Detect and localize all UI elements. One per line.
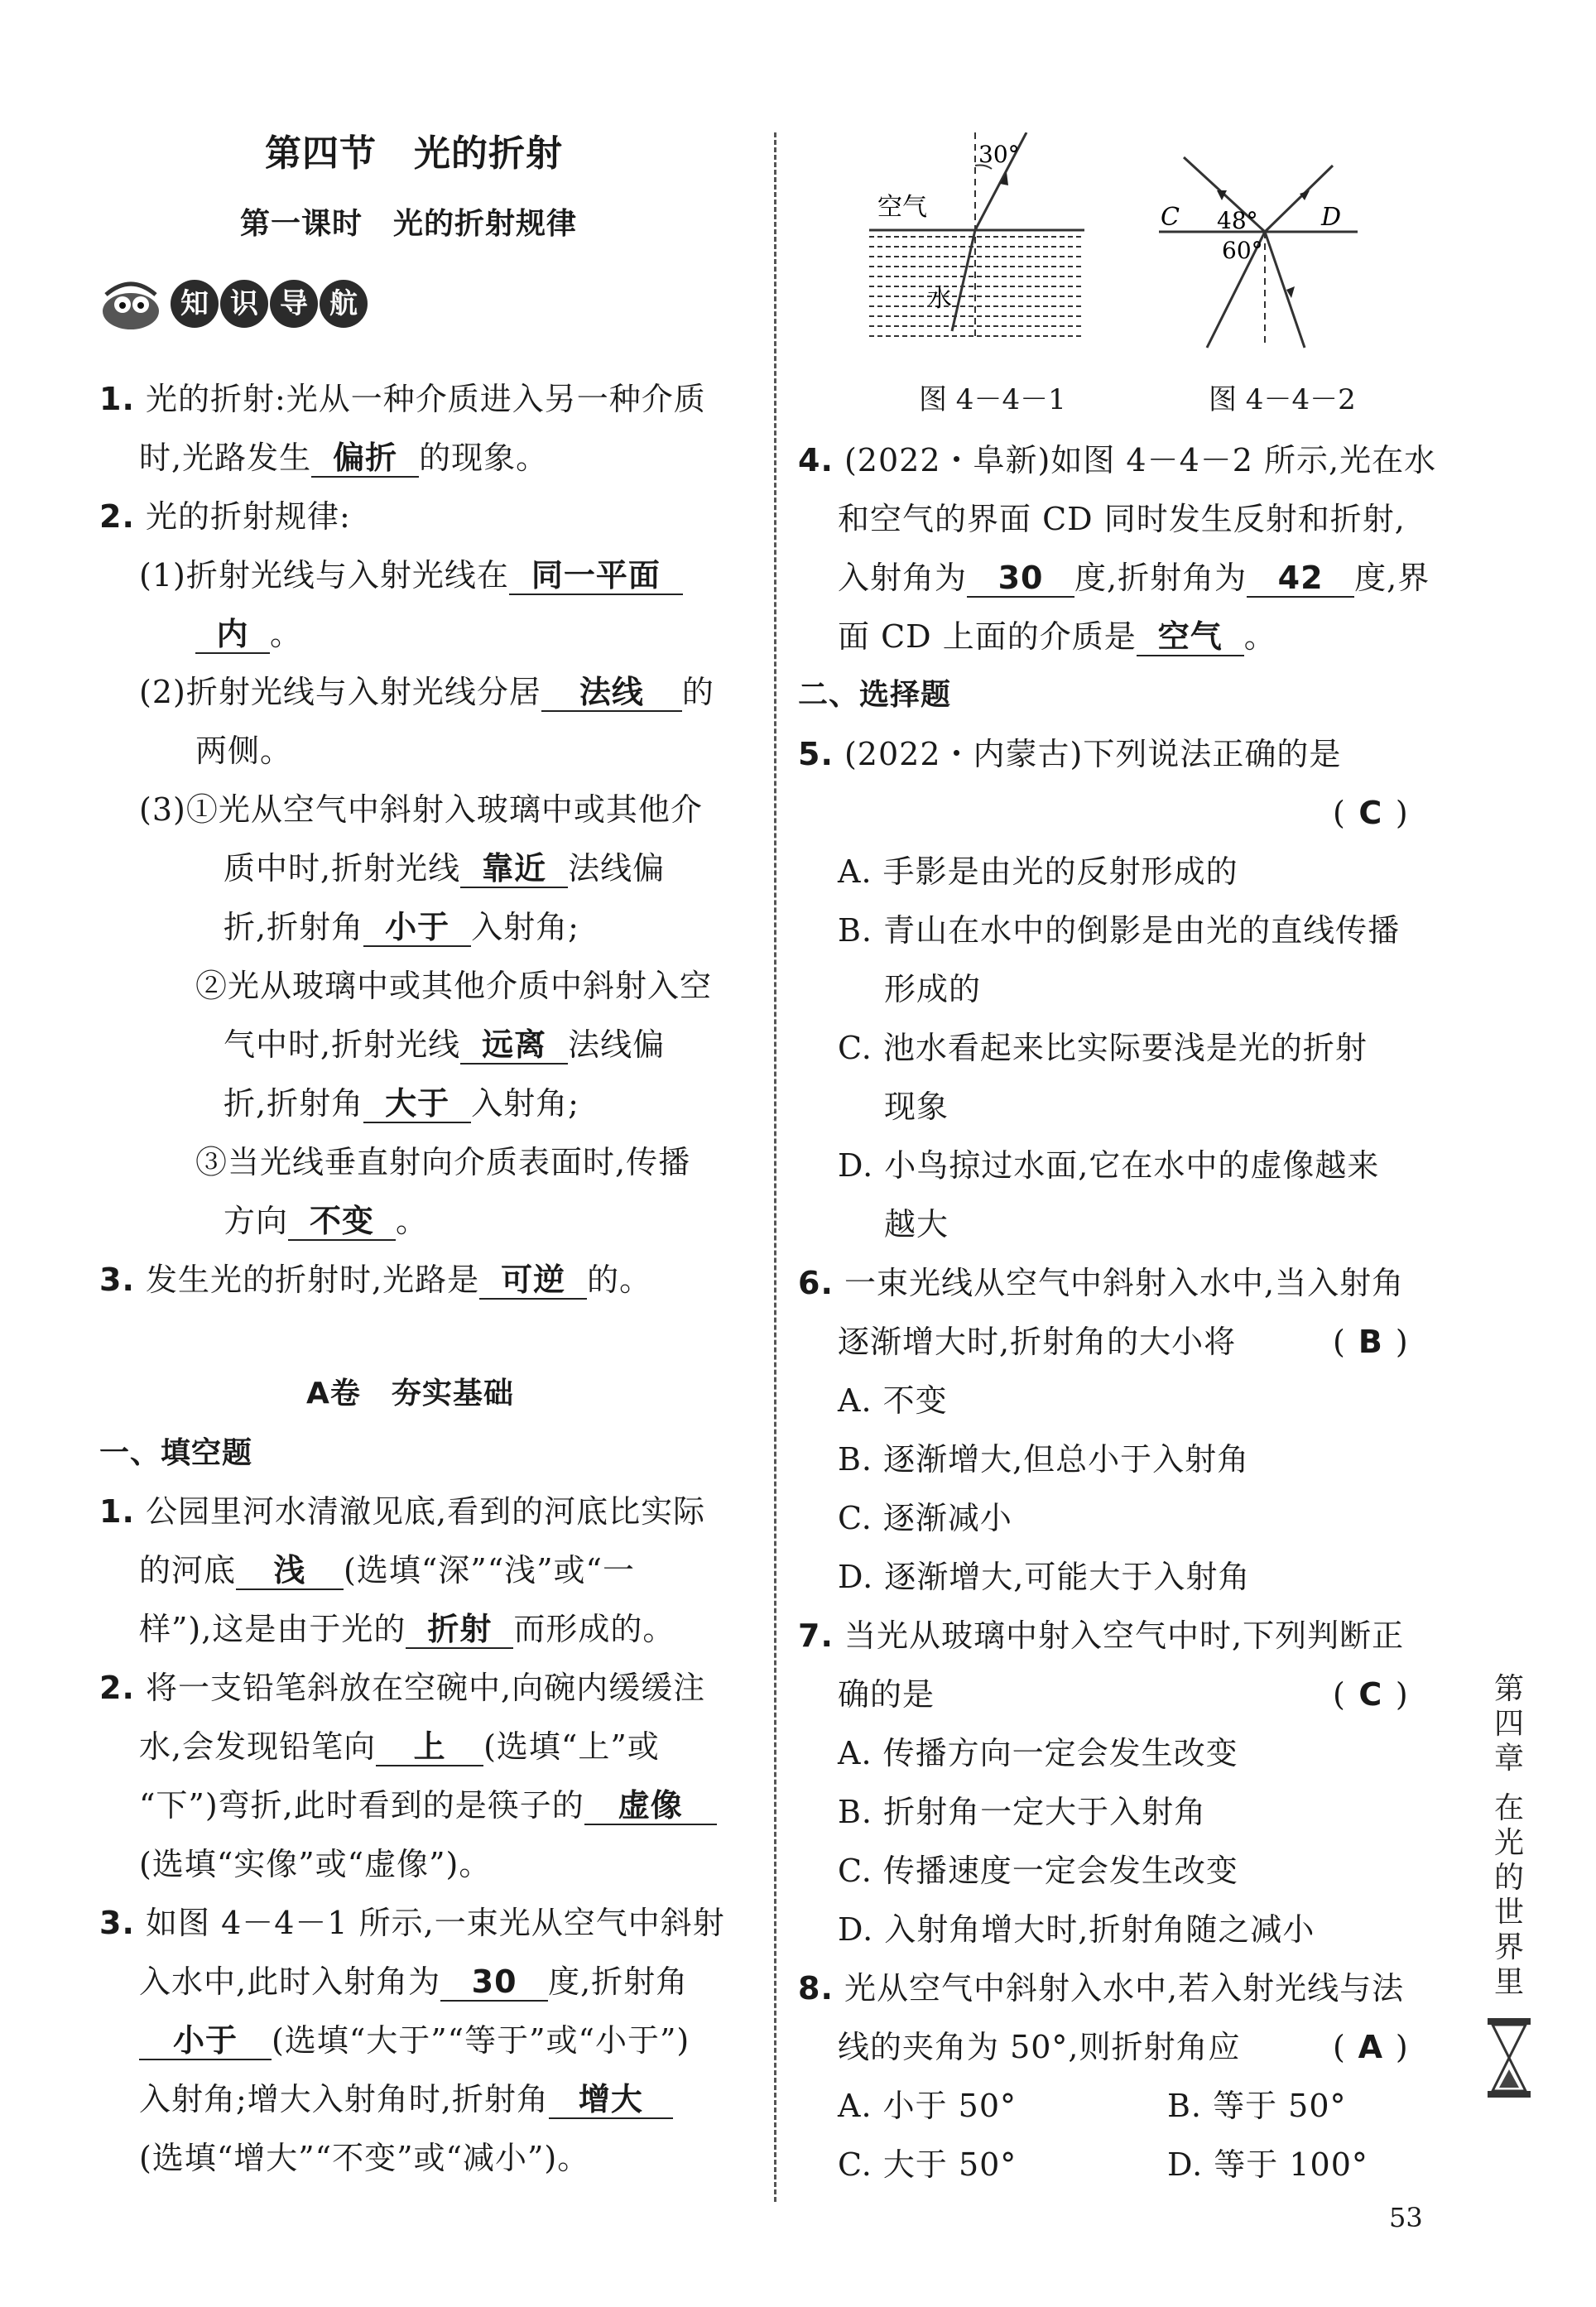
chapter-char: 第: [1493, 1672, 1524, 1706]
q5-option-a: A. 手影是由光的反射形成的: [838, 853, 1238, 890]
choice-heading: 二、选择题: [798, 678, 952, 712]
fill-heading: 一、填空题: [99, 1436, 253, 1470]
q7-line1: 7. 当光从玻璃中射入空气中时,下列判断正: [798, 1617, 1405, 1654]
q6-option-c: C. 逐渐减小: [838, 1500, 1012, 1536]
answer-blank: 折射: [406, 1611, 513, 1649]
answer-blank: 30: [967, 560, 1074, 598]
answer-blank: 小于: [139, 2022, 272, 2060]
cartoon-icon: [98, 276, 164, 334]
nav-q2-2-line1: (2)折射光线与入射光线分居 法线 的: [139, 674, 714, 710]
nav-q2-2-line2: 两侧。: [195, 733, 293, 769]
q5-option-d: D. 小鸟掠过水面,它在水中的虚像越来: [838, 1147, 1380, 1184]
nav-char-2: 识: [220, 280, 268, 328]
fig1-angle: 30°: [978, 141, 1020, 168]
chapter-side-tab: [1480, 1672, 1538, 2108]
page-number: 53: [1389, 2202, 1423, 2233]
fill-q3-line3: 小于 (选填“大于”“等于”或“小于”): [139, 2019, 690, 2062]
answer-blank: 空气: [1137, 618, 1244, 656]
fig2-c: C: [1161, 203, 1180, 232]
fill-q1-line3: 样”),这是由于光的 折射 而形成的。: [139, 1611, 675, 1647]
q8-option-d: D. 等于 100°: [1167, 2146, 1368, 2183]
q7-option-c: C. 传播速度一定会发生改变: [838, 1853, 1238, 1889]
q8-option-a: A. 小于 50°: [838, 2088, 1017, 2124]
answer-blank: 30: [440, 1963, 548, 2002]
nav-q1-line2: 时,光路发生 偏折 的现象。: [139, 440, 549, 476]
fill-q3-line4: 入射角;增大入射角时,折射角 增大: [139, 2078, 673, 2121]
chapter-char: 章: [1493, 1742, 1524, 1776]
fig2-d: D: [1321, 203, 1342, 232]
answer-blank: 上: [376, 1728, 483, 1766]
q7-line2: 确的是: [838, 1676, 935, 1713]
q4-line1: 4. (2022・阜新)如图 4－4－2 所示,光在水: [798, 442, 1437, 478]
q7-answer: ( C ): [1333, 1676, 1409, 1713]
answer-blank: 42: [1247, 560, 1354, 598]
answer-blank: 虚像: [584, 1787, 717, 1825]
fill-q1-line2: 的河底 浅 (选填“深”“浅”或“一: [139, 1552, 635, 1588]
fill-q2-line3: “下”)弯折,此时看到的是筷子的 虚像: [139, 1784, 717, 1827]
nav-q2-1-line2: 内 。: [195, 613, 302, 656]
section-title: 第四节 光的折射: [265, 132, 563, 175]
fig2-caption: 图 4－4－2: [1209, 383, 1356, 416]
q6-option-d: D. 逐渐增大,可能大于入射角: [838, 1559, 1251, 1595]
fig2-a1: 48°: [1217, 207, 1258, 234]
fill-q2-line2: 水,会发现铅笔向 上 (选填“上”或: [139, 1728, 660, 1765]
nav-q2-3b-line1: ②光从玻璃中或其他介质中斜射入空: [195, 968, 713, 1004]
fig1-air: 空气: [877, 193, 927, 222]
answer-blank: 内: [195, 616, 270, 654]
nav-q2-3c-line2: 方向 不变 。: [224, 1203, 429, 1239]
q8-option-b: B. 等于 50°: [1167, 2088, 1347, 2124]
q5-answer: ( C ): [1333, 795, 1409, 831]
q6-option-b: B. 逐渐增大,但总小于入射角: [838, 1441, 1250, 1478]
chapter-char: 四: [1493, 1707, 1524, 1741]
hourglass-icon: [1484, 2016, 1534, 2099]
chapter-title-char: 的: [1493, 1861, 1524, 1895]
nav-q2-3a-line3: 折,折射角 小于 入射角;: [224, 909, 579, 945]
chapter-title-char: 光: [1493, 1826, 1524, 1860]
q6-answer: ( B ): [1333, 1324, 1409, 1360]
nav-q2: 2. 光的折射规律:: [99, 498, 351, 535]
fill-q3-line2: 入水中,此时入射角为 30 度,折射角: [139, 1963, 689, 2000]
chapter-title-char: 世: [1493, 1896, 1524, 1930]
chapter-title-char: 里: [1493, 1965, 1524, 1999]
q4-line2: 和空气的界面 CD 同时发生反射和折射,: [838, 501, 1406, 537]
answer-blank: 小于: [363, 909, 471, 947]
column-divider: [774, 132, 776, 2202]
nav-q2-3b-line2: 气中时,折射光线 远离 法线偏: [224, 1026, 666, 1063]
chapter-title-char: 在: [1493, 1791, 1524, 1825]
q7-option-d: D. 入射角增大时,折射角随之减小: [838, 1911, 1315, 1948]
q5-option-b-cont: 形成的: [884, 971, 982, 1007]
answer-blank: 浅: [236, 1552, 344, 1590]
q8-line1: 8. 光从空气中斜射入水中,若入射光线与法: [798, 1970, 1405, 2007]
answer-blank: 大于: [363, 1085, 471, 1123]
q8-answer: ( A ): [1333, 2029, 1409, 2065]
q6-line1: 6. 一束光线从空气中斜射入水中,当入射角: [798, 1265, 1405, 1301]
fill-q3-line1: 3. 如图 4－4－1 所示,一束光从空气中斜射: [99, 1905, 725, 1941]
nav-q2-3a-line1: (3)①光从空气中斜射入玻璃中或其他介: [139, 791, 703, 828]
q5-option-d-cont: 越大: [884, 1206, 949, 1242]
part-a-heading: A卷 夯实基础: [306, 1377, 514, 1411]
q4-line3: 入射角为 30 度,折射角为 42 度,界: [838, 560, 1430, 596]
nav-q2-1-line1: (1)折射光线与入射光线在 同一平面: [139, 554, 683, 597]
fig2-a2: 60°: [1222, 237, 1263, 264]
answer-blank: 增大: [549, 2081, 673, 2119]
answer-blank: 偏折: [311, 440, 419, 478]
fill-q2-line1: 2. 将一支铅笔斜放在空碗中,向碗内缓缓注: [99, 1670, 706, 1706]
answer-blank: 远离: [460, 1026, 568, 1065]
answer-blank: 靠近: [460, 850, 568, 888]
q4-line4: 面 CD 上面的介质是 空气 。: [838, 618, 1276, 655]
nav-q2-3b-line3: 折,折射角 大于 入射角;: [224, 1085, 579, 1122]
fig1-caption: 图 4－4－1: [919, 383, 1066, 416]
nav-q1-line1: 1. 光的折射:光从一种介质进入另一种介质: [99, 381, 706, 417]
q7-option-a: A. 传播方向一定会发生改变: [838, 1735, 1238, 1771]
chapter-title-char: 界: [1493, 1930, 1524, 1964]
nav-char-3: 导: [270, 280, 318, 328]
nav-q2-3a-line2: 质中时,折射光线 靠近 法线偏: [224, 850, 666, 887]
nav-q2-3c-line1: ③当光线垂直射向介质表面时,传播: [195, 1144, 691, 1180]
fill-q2-line4: (选填“实像”或“虚像”)。: [139, 1846, 492, 1882]
q5-option-c: C. 池水看起来比实际要浅是光的折射: [838, 1030, 1368, 1066]
q7-option-b: B. 折射角一定大于入射角: [838, 1794, 1207, 1830]
q5-option-c-cont: 现象: [884, 1089, 949, 1125]
answer-blank: 法线: [541, 674, 682, 712]
q6-option-a: A. 不变: [838, 1382, 948, 1419]
fill-q3-line5: (选填“增大”“不变”或“减小”)。: [139, 2140, 590, 2176]
knowledge-nav-logo: [98, 273, 363, 339]
fig1-water: 水: [927, 284, 952, 313]
nav-char-1: 知: [171, 280, 219, 328]
answer-blank: 同一平面: [509, 557, 683, 595]
q5-line1: 5. (2022・内蒙古)下列说法正确的是: [798, 736, 1342, 772]
q5-option-b: B. 青山在水中的倒影是由光的直线传播: [838, 912, 1401, 949]
lesson-title: 第一课时 光的折射规律: [240, 207, 578, 241]
q8-line2: 线的夹角为 50°,则折射角应: [838, 2029, 1241, 2065]
fill-q1-line1: 1. 公园里河水清澈见底,看到的河底比实际: [99, 1493, 706, 1530]
q6-line2: 逐渐增大时,折射角的大小将: [838, 1324, 1237, 1360]
nav-q3: 3. 发生光的折射时,光路是 可逆 的。: [99, 1262, 652, 1298]
answer-blank: 不变: [288, 1203, 396, 1241]
figure-4-4-1: [869, 132, 1084, 364]
answer-blank: 可逆: [479, 1262, 587, 1300]
nav-char-4: 航: [320, 280, 368, 328]
q8-option-c: C. 大于 50°: [838, 2146, 1017, 2183]
figure-4-4-2: [1159, 132, 1374, 381]
